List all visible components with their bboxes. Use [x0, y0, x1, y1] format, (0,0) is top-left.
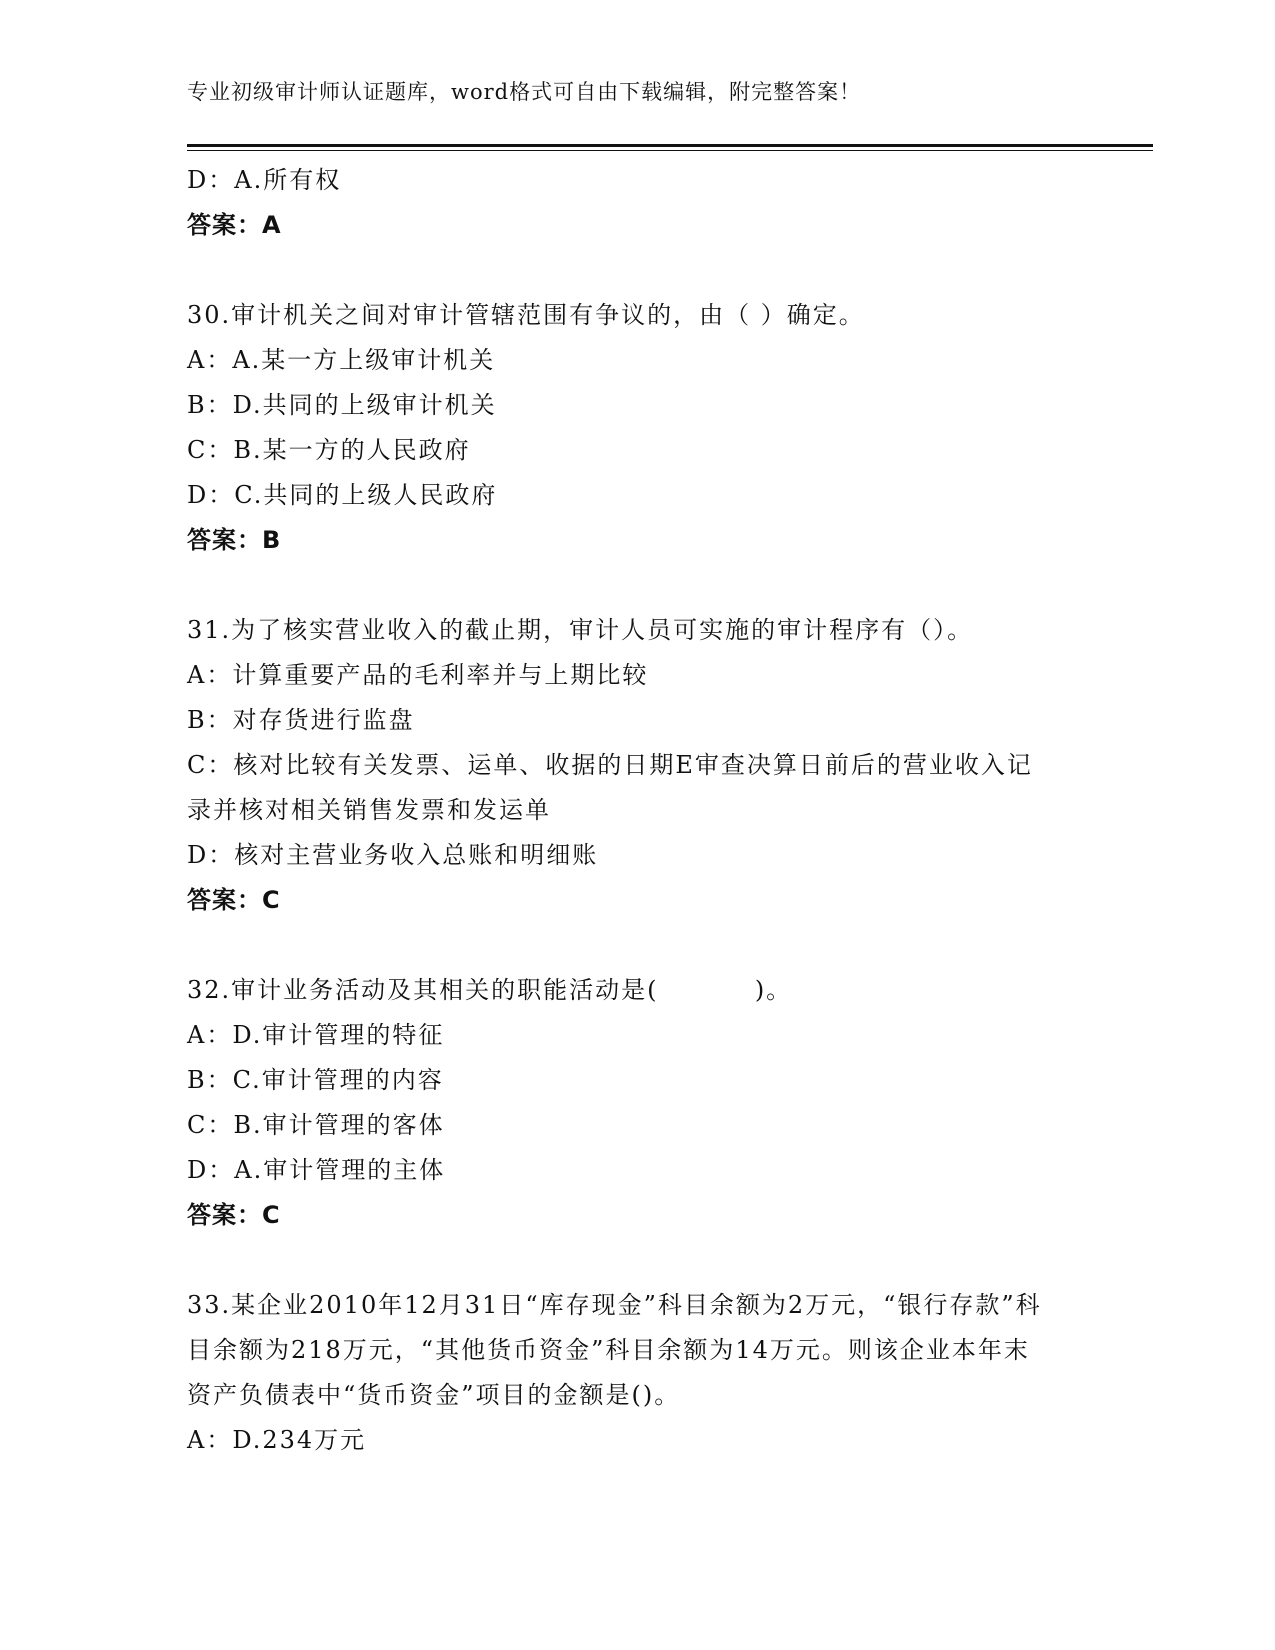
option-c: C：核对比较有关发票、运单、收据的日期E审查决算日前后的营业收入记录并核对相关销售发票和发运单: [187, 751, 1033, 824]
question-31: [187, 608, 1087, 923]
answer: 答案：C: [187, 1201, 281, 1229]
document-body: [187, 158, 1087, 1463]
answer: 答案：A: [187, 211, 282, 239]
answer: 答案：C: [187, 886, 281, 914]
option-d: D：A.所有权: [187, 166, 342, 194]
option-b: B：D.共同的上级审计机关: [187, 391, 497, 419]
question-text: 30.审计机关之间对审计管辖范围有争议的，由（ ）确定。: [187, 301, 865, 329]
spacer: [187, 1238, 1087, 1283]
option-a: A：D.234万元: [187, 1426, 367, 1454]
option-a: A：A.某一方上级审计机关: [187, 346, 496, 374]
option-c: C：B.审计管理的客体: [187, 1111, 445, 1139]
option-c: C：B.某一方的人民政府: [187, 436, 471, 464]
spacer: [187, 923, 1087, 968]
question-32: [187, 968, 1087, 1238]
option-d: D：A.审计管理的主体: [187, 1156, 446, 1184]
question-33: [187, 1283, 1087, 1463]
option-d: D：核对主营业务收入总账和明细账: [187, 841, 599, 869]
answer: 答案：B: [187, 526, 282, 554]
header-rule-thick: [187, 144, 1153, 147]
question-text: 31.为了核实营业收入的截止期，审计人员可实施的审计程序有（）。: [187, 616, 974, 644]
spacer: [187, 563, 1087, 608]
option-d: D：C.共同的上级人民政府: [187, 481, 498, 509]
spacer: [187, 248, 1087, 293]
option-a: A：D.审计管理的特征: [187, 1021, 445, 1049]
header-rule-thin: [187, 150, 1153, 151]
option-b: B：C.审计管理的内容: [187, 1066, 444, 1094]
option-a: A：计算重要产品的毛利率并与上期比较: [187, 661, 649, 689]
question-text: 33.某企业2010年12月31日“库存现金”科目余额为2万元，“银行存款”科目余额为218万元，“其他货币资金”科目余额为14万元。则该企业本年末资产负债表中“货币资金”项目的金额是()。: [187, 1291, 1042, 1409]
question-30: [187, 293, 1087, 563]
option-b: B：对存货进行监盘: [187, 706, 415, 734]
page-header: 专业初级审计师认证题库，word格式可自由下载编辑，附完整答案！: [187, 80, 862, 104]
question-text: 32.审计业务活动及其相关的职能活动是( )。: [187, 976, 793, 1004]
